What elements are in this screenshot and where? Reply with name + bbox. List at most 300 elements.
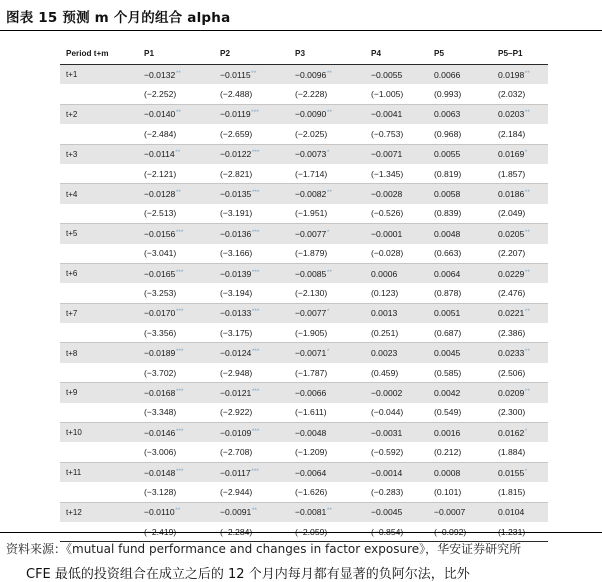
tstat-cell-p4: (−0.526) (365, 204, 428, 224)
estimate-cell-p4 (365, 423, 428, 443)
estimate-cell-p5 (428, 383, 492, 403)
estimate-value: 0.0104 (498, 507, 525, 518)
estimate-value: 0.0229 (498, 268, 525, 279)
estimate-value: 0.0055 (434, 149, 461, 160)
estimate-value: −0.0132 (144, 69, 176, 80)
period-label: t+7 (60, 303, 138, 323)
table-row-tstat (60, 363, 548, 383)
table-row-estimate (60, 184, 548, 204)
significance-stars: ** (524, 228, 530, 236)
estimate-value: −0.0090 (295, 109, 327, 120)
estimate-value: 0.0045 (434, 348, 461, 359)
significance-stars: ** (326, 109, 332, 117)
tstat-cell-p2: (−2.944) (214, 482, 289, 502)
estimate-value: 0.0048 (434, 228, 461, 239)
significance-stars: ** (524, 69, 530, 77)
empty-cell (60, 283, 138, 303)
estimate-cell-p3 (289, 224, 365, 244)
significance-stars: *** (251, 189, 260, 197)
estimate-cell-p4 (365, 263, 428, 283)
table-row-tstat (60, 164, 548, 184)
estimate-value: −0.0165 (144, 268, 176, 279)
estimate-value: −0.0085 (295, 268, 327, 279)
estimate-cell-p4 (365, 383, 428, 403)
tstat-cell-p3: (−1.951) (289, 204, 365, 224)
estimate-cell-p3 (289, 184, 365, 204)
estimate-value: −0.0124 (220, 348, 252, 359)
estimate-cell-p5 (428, 423, 492, 443)
tstat-cell-p5-p1: (2.506) (492, 363, 548, 383)
estimate-value: 0.0064 (434, 268, 461, 279)
significance-stars: *** (175, 467, 184, 475)
estimate-value: −0.0096 (295, 69, 327, 80)
estimate-value: −0.0121 (220, 387, 252, 398)
table-row-estimate (60, 502, 548, 522)
tstat-cell-p3: (−1.879) (289, 244, 365, 264)
estimate-value: 0.0203 (498, 109, 525, 120)
estimate-value: 0.0023 (371, 348, 398, 359)
estimate-value: 0.0063 (434, 109, 461, 120)
estimate-value: −0.0136 (220, 228, 252, 239)
estimate-value: 0.0006 (371, 268, 398, 279)
estimate-cell-p2 (214, 263, 289, 283)
estimate-cell-p5 (428, 224, 492, 244)
table-row-tstat (60, 124, 548, 144)
estimate-value: 0.0209 (498, 387, 525, 398)
estimate-cell-p5 (428, 263, 492, 283)
table-row-estimate (60, 104, 548, 124)
period-label: t+1 (60, 65, 138, 85)
estimate-cell-p1 (138, 343, 214, 363)
estimate-value: −0.0115 (220, 69, 251, 80)
significance-stars: *** (251, 149, 260, 157)
tstat-cell-p4: (−0.044) (365, 403, 428, 423)
empty-cell (60, 363, 138, 383)
tstat-cell-p1: (−3.702) (138, 363, 214, 383)
estimate-value: −0.0055 (371, 69, 403, 80)
table-row-estimate (60, 462, 548, 482)
tstat-cell-p4: (0.251) (365, 323, 428, 343)
significance-stars: ** (251, 69, 257, 77)
estimate-value: −0.0122 (220, 149, 252, 160)
estimate-value: −0.0001 (371, 228, 403, 239)
estimate-cell-p3 (289, 144, 365, 164)
estimate-cell-p1 (138, 502, 214, 522)
tstat-cell-p5-p1: (1.815) (492, 482, 548, 502)
results-body (60, 65, 548, 542)
estimate-cell-p2 (214, 423, 289, 443)
tstat-cell-p5-p1: (2.049) (492, 204, 548, 224)
estimate-cell-p3 (289, 383, 365, 403)
table-row-estimate (60, 144, 548, 164)
table-row-estimate (60, 343, 548, 363)
estimate-cell-p5 (428, 65, 492, 85)
empty-cell (60, 204, 138, 224)
estimate-cell-p5-p1 (492, 462, 548, 482)
tstat-cell-p1: (−2.484) (138, 124, 214, 144)
estimate-value: −0.0082 (295, 189, 327, 200)
tstat-cell-p1: (−2.252) (138, 84, 214, 104)
significance-stars: ** (524, 348, 530, 356)
estimate-value: −0.0110 (144, 507, 175, 518)
table-row-tstat (60, 482, 548, 502)
period-label: t+6 (60, 263, 138, 283)
estimate-cell-p1 (138, 303, 214, 323)
tstat-cell-p5-p1: (1.857) (492, 164, 548, 184)
tstat-cell-p2: (−2.488) (214, 84, 289, 104)
significance-stars: *** (175, 228, 184, 236)
tstat-cell-p1: (−3.128) (138, 482, 214, 502)
estimate-value: −0.0077 (295, 228, 327, 239)
estimate-value: 0.0221 (498, 308, 525, 319)
estimate-value: 0.0233 (498, 348, 525, 359)
estimate-value: −0.0119 (220, 109, 251, 120)
estimate-cell-p2 (214, 462, 289, 482)
estimate-cell-p1 (138, 224, 214, 244)
estimate-cell-p5 (428, 343, 492, 363)
estimate-cell-p5-p1 (492, 263, 548, 283)
estimate-cell-p4 (365, 462, 428, 482)
significance-stars: *** (251, 387, 260, 395)
estimate-cell-p4 (365, 144, 428, 164)
tstat-cell-p3: (−1.905) (289, 323, 365, 343)
significance-stars: *** (251, 467, 259, 475)
estimate-cell-p5-p1 (492, 104, 548, 124)
tstat-cell-p5: (0.839) (428, 204, 492, 224)
estimate-value: 0.0013 (371, 308, 398, 319)
estimate-cell-p5-p1 (492, 383, 548, 403)
tstat-cell-p5-p1: (2.032) (492, 84, 548, 104)
estimate-value: 0.0205 (498, 228, 525, 239)
estimate-cell-p2 (214, 502, 289, 522)
estimate-cell-p3 (289, 65, 365, 85)
estimate-value: −0.0133 (220, 308, 252, 319)
period-label: t+2 (60, 104, 138, 124)
estimate-cell-p2 (214, 224, 289, 244)
estimate-value: −0.0077 (295, 308, 327, 319)
estimate-cell-p5-p1 (492, 184, 548, 204)
significance-stars: *** (251, 228, 260, 236)
period-label: t+11 (60, 462, 138, 482)
estimate-cell-p5 (428, 144, 492, 164)
estimate-value: −0.0146 (144, 427, 176, 438)
period-label: t+10 (60, 423, 138, 443)
tstat-cell-p5: (0.993) (428, 84, 492, 104)
estimate-cell-p2 (214, 65, 289, 85)
significance-stars: ** (524, 308, 530, 316)
bottom-divider (0, 532, 602, 533)
tstat-cell-p2: (−2.922) (214, 403, 289, 423)
source-note: 资料来源：《mutual fund performance and changes in factor exposure》，华安证券研究所 (6, 542, 522, 556)
estimate-value: 0.0051 (434, 308, 461, 319)
estimate-cell-p5 (428, 104, 492, 124)
significance-stars: ** (524, 387, 530, 395)
significance-stars: * (326, 348, 330, 356)
tstat-cell-p4: (0.459) (365, 363, 428, 383)
title-divider (0, 30, 602, 31)
tstat-cell-p2: (−3.166) (214, 244, 289, 264)
estimate-value: 0.0008 (434, 467, 461, 478)
estimate-cell-p2 (214, 144, 289, 164)
estimate-value: −0.0071 (371, 149, 403, 160)
header-p2: P2 (214, 42, 289, 65)
estimate-cell-p5-p1 (492, 144, 548, 164)
tstat-cell-p1: (−2.513) (138, 204, 214, 224)
estimate-cell-p1 (138, 263, 214, 283)
period-label: t+4 (60, 184, 138, 204)
significance-stars: * (524, 149, 528, 157)
significance-stars: *** (251, 308, 260, 316)
estimate-cell-p5 (428, 184, 492, 204)
tstat-cell-p5: (0.687) (428, 323, 492, 343)
estimate-value: −0.0041 (371, 109, 403, 120)
estimate-cell-p3 (289, 462, 365, 482)
estimate-value: 0.0042 (434, 387, 461, 398)
estimate-cell-p2 (214, 303, 289, 323)
header-p4: P4 (365, 42, 428, 65)
header-p3: P3 (289, 42, 365, 65)
estimate-cell-p2 (214, 104, 289, 124)
estimate-cell-p3 (289, 263, 365, 283)
tstat-cell-p3: (−2.228) (289, 84, 365, 104)
body-text-line: CFE 最低的投资组合在成立之后的 12 个月内每月都有显著的负阿尔法，比外 (26, 567, 470, 582)
period-label: t+8 (60, 343, 138, 363)
estimate-value: −0.0028 (371, 189, 403, 200)
estimate-value: −0.0139 (220, 268, 252, 279)
tstat-cell-p1: (−3.041) (138, 244, 214, 264)
header-p5: P5 (428, 42, 492, 65)
estimate-cell-p2 (214, 383, 289, 403)
tstat-cell-p4: (−1.005) (365, 84, 428, 104)
table-row-tstat (60, 323, 548, 343)
significance-stars: ** (524, 109, 530, 117)
tstat-cell-p5: (0.663) (428, 244, 492, 264)
estimate-value: −0.0168 (144, 387, 176, 398)
tstat-cell-p5: (0.212) (428, 442, 492, 462)
tstat-cell-p5-p1: (1.884) (492, 442, 548, 462)
estimate-value: 0.0155 (498, 467, 525, 478)
tstat-cell-p4: (−0.753) (365, 124, 428, 144)
estimate-value: −0.0091 (220, 507, 252, 518)
estimate-cell-p5-p1 (492, 423, 548, 443)
estimate-cell-p5 (428, 303, 492, 323)
estimate-value: 0.0198 (498, 69, 525, 80)
results-table (60, 42, 548, 542)
estimate-cell-p4 (365, 224, 428, 244)
estimate-cell-p3 (289, 502, 365, 522)
significance-stars: *** (251, 109, 259, 117)
estimate-value: −0.0109 (220, 427, 252, 438)
empty-cell (60, 244, 138, 264)
estimate-cell-p5-p1 (492, 343, 548, 363)
tstat-cell-p2: (−2.708) (214, 442, 289, 462)
tstat-cell-p1: (−3.006) (138, 442, 214, 462)
tstat-cell-p5: (0.585) (428, 363, 492, 383)
estimate-value: 0.0058 (434, 189, 461, 200)
tstat-cell-p5: (0.549) (428, 403, 492, 423)
estimate-cell-p4 (365, 502, 428, 522)
tstat-cell-p2: (−3.175) (214, 323, 289, 343)
estimate-cell-p5 (428, 462, 492, 482)
tstat-cell-p2: (−3.191) (214, 204, 289, 224)
significance-stars: ** (175, 149, 181, 157)
estimate-cell-p5-p1 (492, 502, 548, 522)
significance-stars: *** (175, 308, 184, 316)
estimate-cell-p5 (428, 502, 492, 522)
tstat-cell-p5: (0.101) (428, 482, 492, 502)
estimate-value: −0.0002 (371, 387, 403, 398)
significance-stars: ** (175, 189, 181, 197)
table-row-estimate (60, 383, 548, 403)
tstat-cell-p3: (−2.130) (289, 283, 365, 303)
empty-cell (60, 442, 138, 462)
estimate-cell-p1 (138, 104, 214, 124)
estimate-cell-p1 (138, 423, 214, 443)
tstat-cell-p1: (−3.253) (138, 283, 214, 303)
significance-stars: ** (326, 69, 332, 77)
estimate-cell-p2 (214, 184, 289, 204)
significance-stars: *** (251, 268, 260, 276)
estimate-cell-p1 (138, 462, 214, 482)
estimate-value: −0.0031 (371, 427, 403, 438)
estimate-cell-p4 (365, 104, 428, 124)
significance-stars: ** (326, 189, 332, 197)
header-row (60, 42, 548, 65)
significance-stars: * (326, 149, 330, 157)
estimate-value: −0.0156 (144, 228, 176, 239)
significance-stars: *** (175, 348, 184, 356)
estimate-cell-p5-p1 (492, 303, 548, 323)
estimate-value: −0.0128 (144, 189, 176, 200)
tstat-cell-p4: (−0.283) (365, 482, 428, 502)
empty-cell (60, 403, 138, 423)
estimate-value: −0.0189 (144, 348, 176, 359)
table-row-estimate (60, 263, 548, 283)
tstat-cell-p5-p1: (2.184) (492, 124, 548, 144)
estimate-value: 0.0162 (498, 427, 525, 438)
table-row-tstat (60, 403, 548, 423)
table-row-tstat (60, 84, 548, 104)
significance-stars: ** (175, 507, 181, 515)
significance-stars: ** (175, 109, 181, 117)
estimate-value: −0.0073 (295, 149, 327, 160)
significance-stars: *** (175, 427, 184, 435)
table-row-estimate (60, 303, 548, 323)
period-label: t+9 (60, 383, 138, 403)
estimate-cell-p4 (365, 343, 428, 363)
tstat-cell-p5-p1: (2.476) (492, 283, 548, 303)
tstat-cell-p3: (−1.611) (289, 403, 365, 423)
estimate-value: 0.0066 (434, 69, 461, 80)
empty-cell (60, 84, 138, 104)
estimate-value: 0.0186 (498, 189, 525, 200)
tstat-cell-p1: (−2.121) (138, 164, 214, 184)
significance-stars: *** (251, 348, 260, 356)
estimate-cell-p2 (214, 343, 289, 363)
estimate-cell-p4 (365, 184, 428, 204)
estimate-value: −0.0045 (371, 507, 403, 518)
estimate-cell-p1 (138, 184, 214, 204)
significance-stars: * (524, 427, 528, 435)
table-row-tstat (60, 204, 548, 224)
estimate-value: −0.0140 (144, 109, 176, 120)
estimate-cell-p1 (138, 383, 214, 403)
table-row-estimate (60, 224, 548, 244)
table-row-tstat (60, 442, 548, 462)
tstat-cell-p2: (−2.659) (214, 124, 289, 144)
empty-cell (60, 482, 138, 502)
tstat-cell-p2: (−2.948) (214, 363, 289, 383)
significance-stars: ** (326, 507, 332, 515)
estimate-value: −0.0114 (144, 149, 175, 160)
estimate-value: −0.0014 (371, 467, 403, 478)
estimate-cell-p5-p1 (492, 224, 548, 244)
tstat-cell-p4: (−1.345) (365, 164, 428, 184)
table-row-estimate (60, 65, 548, 85)
estimate-value: −0.0135 (220, 189, 252, 200)
estimate-cell-p1 (138, 144, 214, 164)
significance-stars: *** (175, 387, 184, 395)
tstat-cell-p3: (−1.787) (289, 363, 365, 383)
empty-cell (60, 124, 138, 144)
tstat-cell-p3: (−2.025) (289, 124, 365, 144)
estimate-cell-p5-p1 (492, 65, 548, 85)
significance-stars: * (524, 467, 528, 475)
empty-cell (60, 323, 138, 343)
significance-stars: * (326, 228, 330, 236)
header-p1: P1 (138, 42, 214, 65)
tstat-cell-p3: (−1.714) (289, 164, 365, 184)
estimate-value: −0.0170 (144, 308, 176, 319)
significance-stars: ** (326, 268, 332, 276)
estimate-cell-p4 (365, 65, 428, 85)
period-label: t+12 (60, 502, 138, 522)
estimate-cell-p3 (289, 423, 365, 443)
tstat-cell-p5-p1: (2.300) (492, 403, 548, 423)
tstat-cell-p5: (0.878) (428, 283, 492, 303)
significance-stars: ** (524, 268, 530, 276)
estimate-value: −0.0117 (220, 467, 251, 478)
figure-title: 图表 15 预测 m 个月的组合 alpha (6, 10, 231, 26)
tstat-cell-p5-p1: (2.386) (492, 323, 548, 343)
estimate-value: −0.0048 (295, 427, 327, 438)
tstat-cell-p1: (−3.348) (138, 403, 214, 423)
tstat-cell-p4: (−0.028) (365, 244, 428, 264)
estimate-value: −0.0148 (144, 467, 176, 478)
estimate-cell-p3 (289, 303, 365, 323)
tstat-cell-p4: (−0.592) (365, 442, 428, 462)
estimate-cell-p4 (365, 303, 428, 323)
tstat-cell-p5: (0.968) (428, 124, 492, 144)
tstat-cell-p5-p1: (2.207) (492, 244, 548, 264)
estimate-cell-p3 (289, 343, 365, 363)
header-p5-p1: P5–P1 (492, 42, 548, 65)
significance-stars: * (326, 308, 330, 316)
estimate-value: −0.0007 (434, 507, 466, 518)
tstat-cell-p2: (−3.194) (214, 283, 289, 303)
estimate-value: 0.0016 (434, 427, 461, 438)
estimate-cell-p3 (289, 104, 365, 124)
significance-stars: ** (524, 189, 530, 197)
significance-stars: ** (175, 69, 181, 77)
table-row-tstat (60, 283, 548, 303)
empty-cell (60, 164, 138, 184)
tstat-cell-p5: (0.819) (428, 164, 492, 184)
tstat-cell-p2: (−2.821) (214, 164, 289, 184)
significance-stars: *** (251, 427, 260, 435)
tstat-cell-p3: (−1.626) (289, 482, 365, 502)
significance-stars: *** (175, 268, 184, 276)
